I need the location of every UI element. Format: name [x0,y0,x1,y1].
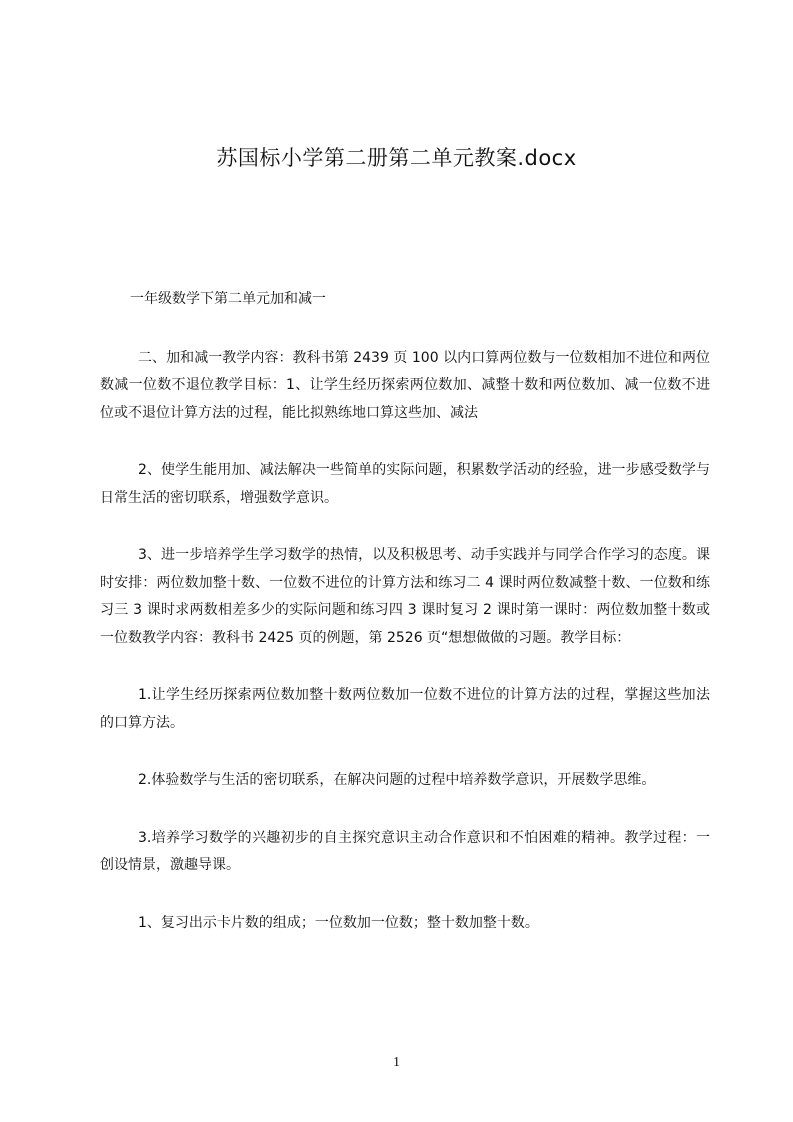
paragraph: 3.培养学习数学的兴趣初步的自主探究意识主动合作意识和不怕困难的精神。教学过程：一创设情景，激趣导课。 [100,829,710,873]
paragraph: 3、进一步培养学生学习数学的热情，以及积极思考、动手实践并与同学合作学习的态度。课时安排：两位数加整十数、一位数不进位的计算方法和练习二 4 课时两位数减整十数、一位数和练习三 3 课时求两数相差多少的实际问题和练习四 3 课时复习 2 课时第一课时：两位数加整十数或一位数教学内容：教科书 2425 页的例题，第 2526 页“想想做做的习题。教学目标： [100,547,710,646]
page-number: 1 [393,1055,400,1070]
paragraph: 一年级数学下第二单元加和减一 [130,291,326,307]
paragraph: 2.体验数学与生活的密切联系，在解决问题的过程中培养数学意识，开展数学思维。 [138,772,656,788]
document-title: 苏国标小学第二册第二单元教案.docx [216,146,577,170]
paragraph: 二、加和减一教学内容：教科书第 2439 页 100 以内口算两位数与一位数相加不进位和两位数减一位数不退位教学目标：1、让学生经历探索两位数加、减整十数和两位数加、减一位数不进位或不退位计算方法的过程，能比拟熟练地口算这些加、减法 [100,349,710,421]
paragraph: 1、复习出示卡片数的组成；一位数加一位数；整十数加整十数。 [138,914,539,931]
paragraph: 2、使学生能用加、减法解决一些简单的实际问题，积累数学活动的经验，进一步感受数学与日常生活的密切联系，增强数学意识。 [100,462,710,506]
document-body [100,286,710,967]
paragraph: 1.让学生经历探索两位数加整十数两位数加一位数不进位的计算方法的过程，掌握这些加法的口算方法。 [100,687,710,731]
